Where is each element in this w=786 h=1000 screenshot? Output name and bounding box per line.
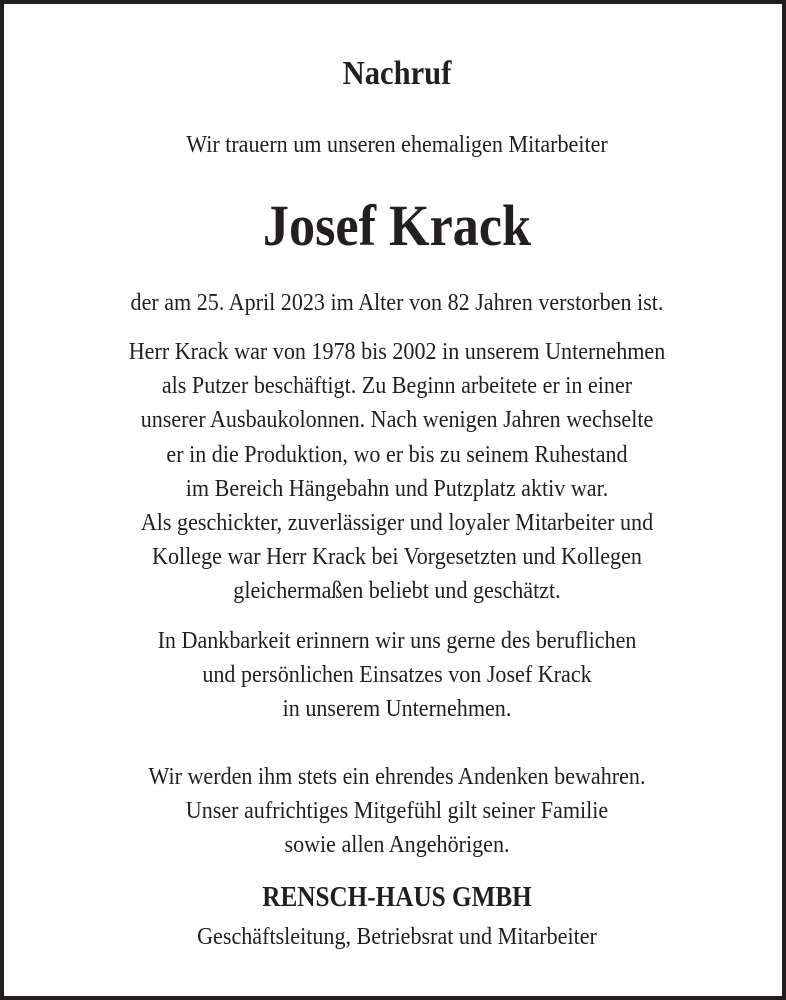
obituary-title: Nachruf <box>342 55 452 92</box>
paragraph-career <box>35 335 758 609</box>
death-line: der am 25. April 2023 im Alter von 82 Jahren verstorben ist. <box>130 290 664 316</box>
paragraph-line: Unser aufrichtiges Mitgefühl gilt seiner Familie <box>185 798 609 825</box>
paragraph-line: unserer Ausbaukolonnen. Nach wenigen Jahren wechselte <box>140 407 654 434</box>
paragraph-line: als Putzer beschäftigt. Zu Beginn arbeitete er in einer <box>161 373 633 400</box>
intro-line: Wir trauern um unseren ehemaligen Mitarbeiter <box>186 132 608 158</box>
paragraph-line: Als geschickter, zuverlässiger und loyaler Mitarbeiter und <box>140 510 654 537</box>
paragraph-line: sowie allen Angehörigen. <box>284 832 510 859</box>
paragraph-line: In Dankbarkeit erinnern wir uns gerne des beruflichen <box>157 628 637 654</box>
paragraph-line: Herr Krack war von 1978 bis 2002 in unserem Unternehmen <box>128 339 666 365</box>
paragraph-line: gleichermaßen beliebt und geschätzt. <box>233 578 561 605</box>
paragraph-line: im Bereich Hängebahn und Putzplatz aktiv war. <box>185 475 609 502</box>
signatories: Geschäftsleitung, Betriebsrat und Mitarbeiter <box>197 924 597 950</box>
paragraph-line: Kollege war Herr Krack bei Vorgesetzten und Kollegen <box>152 544 642 571</box>
paragraph-gratitude <box>35 624 758 727</box>
paragraph-line: Wir werden ihm stets ein ehrendes Andenken bewahren. <box>148 764 646 790</box>
company-name: RENSCH-HAUS GMBH <box>262 882 532 913</box>
paragraph-line: er in die Produktion, wo er bis zu seinem Ruhestand <box>166 441 628 468</box>
paragraph-line: und persönlichen Einsatzes von Josef Krack <box>202 662 592 689</box>
paragraph-memory <box>35 760 758 863</box>
deceased-name: Josef Krack <box>262 193 532 258</box>
paragraph-line: in unserem Unternehmen. <box>282 696 512 723</box>
